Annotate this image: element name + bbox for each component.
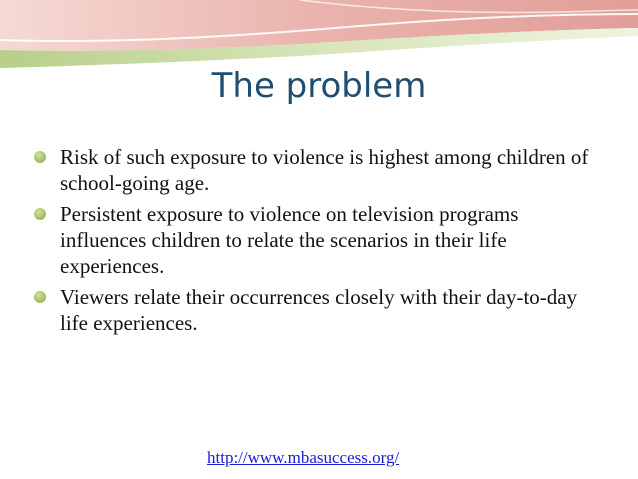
list-item [38, 144, 598, 196]
bullet-list [38, 144, 598, 341]
bullet-text: Viewers relate their occurrences closely with their day-to-day life experiences. [60, 285, 578, 335]
list-item [38, 201, 598, 279]
list-item [38, 284, 598, 336]
slide-title: The problem [211, 66, 427, 106]
bullet-text: Risk of such exposure to violence is highest among children of school-going age. [60, 145, 589, 195]
bullet-dot-icon [34, 291, 46, 303]
source-link[interactable]: http://www.mbasuccess.org/ [207, 448, 400, 467]
bullet-dot-icon [34, 151, 46, 163]
bullet-dot-icon [34, 208, 46, 220]
bullet-text: Persistent exposure to violence on television programs influences children to relate the scenarios in their life experiences. [60, 202, 519, 278]
